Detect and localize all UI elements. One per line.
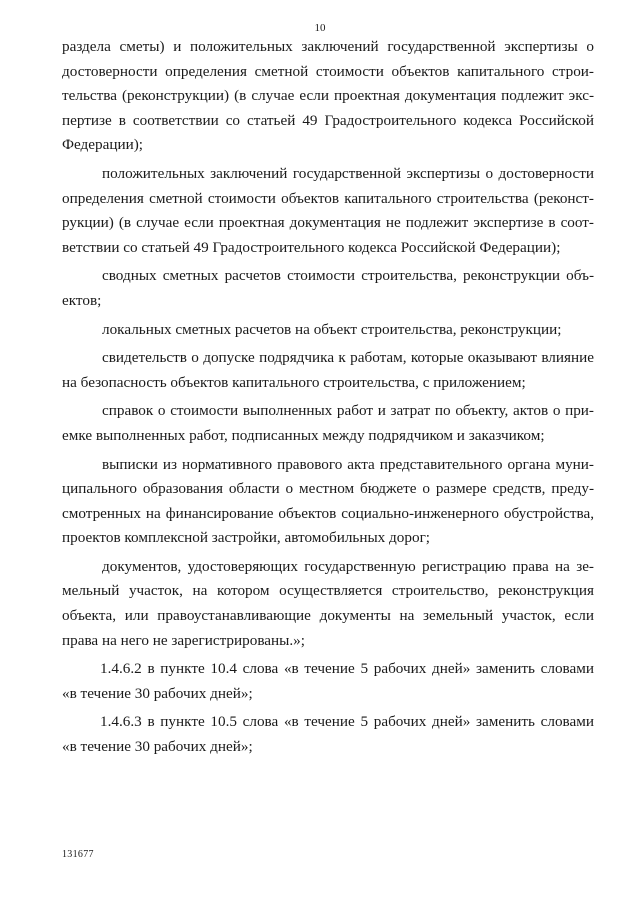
text-line: достоверности определения сметной стоимости объектов капитального строи- [62, 62, 594, 80]
text-line: емке выполненных работ, подписанных между подрядчиком и заказчиком; [62, 426, 545, 444]
text-line: мельный участок, на котором осуществляется строительство, реконструкция [62, 582, 594, 600]
text-line: рукции) (в случае если проектная документация не подлежит экспертизе в соот- [62, 214, 594, 232]
text-line: на безопасность объектов капитального строительства, с приложением; [62, 373, 526, 391]
text-line: документов, удостоверяющих государственную регистрацию права на зе- [102, 557, 594, 575]
text-line: ветствии со статьей 49 Градостроительного кодекса Российской Федерации); [62, 238, 561, 256]
text-line: «в течение 30 рабочих дней»; [62, 738, 253, 756]
text-line: объекта, или правоустанавливающие документы на земельный участок, если [62, 607, 594, 625]
text-line: права на него не зарегистрированы.»; [62, 631, 305, 649]
text-line: ципального образования области о местном бюджете о размере средств, преду- [62, 480, 594, 498]
text-line: смотренных на финансирование объектов социально-инженерного обустройства, [62, 504, 594, 522]
text-line: 1.4.6.3 в пункте 10.5 слова «в течение 5 рабочих дней» заменить словами [100, 713, 594, 731]
text-line: сводных сметных расчетов стоимости строительства, реконструкции объ- [102, 267, 594, 285]
text-line: выписки из нормативного правового акта представительного органа муни- [102, 455, 594, 473]
text-line: проектов комплексной застройки, автомобильных дорог; [62, 529, 431, 547]
text-line: ектов; [62, 291, 102, 309]
text-line: свидетельств о допуске подрядчика к работам, которые оказывают влияние [102, 349, 594, 367]
text-line: положительных заключений государственной экспертизы о достоверности [102, 164, 594, 182]
page-number: 10 [314, 22, 326, 34]
text-line: тельства (реконструкции) (в случае если проектная документация подлежит экс- [62, 87, 594, 105]
text-line: раздела сметы) и положительных заключений государственной экспертизы о [62, 38, 594, 55]
text-line: 1.4.6.2 в пункте 10.4 слова «в течение 5 рабочих дней» заменить словами [100, 660, 594, 678]
text-line: локальных сметных расчетов на объект строительства, реконструкции; [102, 320, 562, 338]
text-line: определения сметной стоимости объектов капитального строительства (реконст- [62, 189, 594, 207]
document-id: 131677 [62, 849, 94, 860]
text-line: пертизе в соответствии со статьей 49 Градостроительного кодекса Российской [62, 111, 594, 129]
document-body [62, 35, 594, 760]
text-line: «в течение 30 рабочих дней»; [62, 684, 253, 702]
text-line: Федерации); [62, 136, 144, 154]
text-line: справок о стоимости выполненных работ и затрат по объекту, актов о при- [102, 402, 594, 420]
